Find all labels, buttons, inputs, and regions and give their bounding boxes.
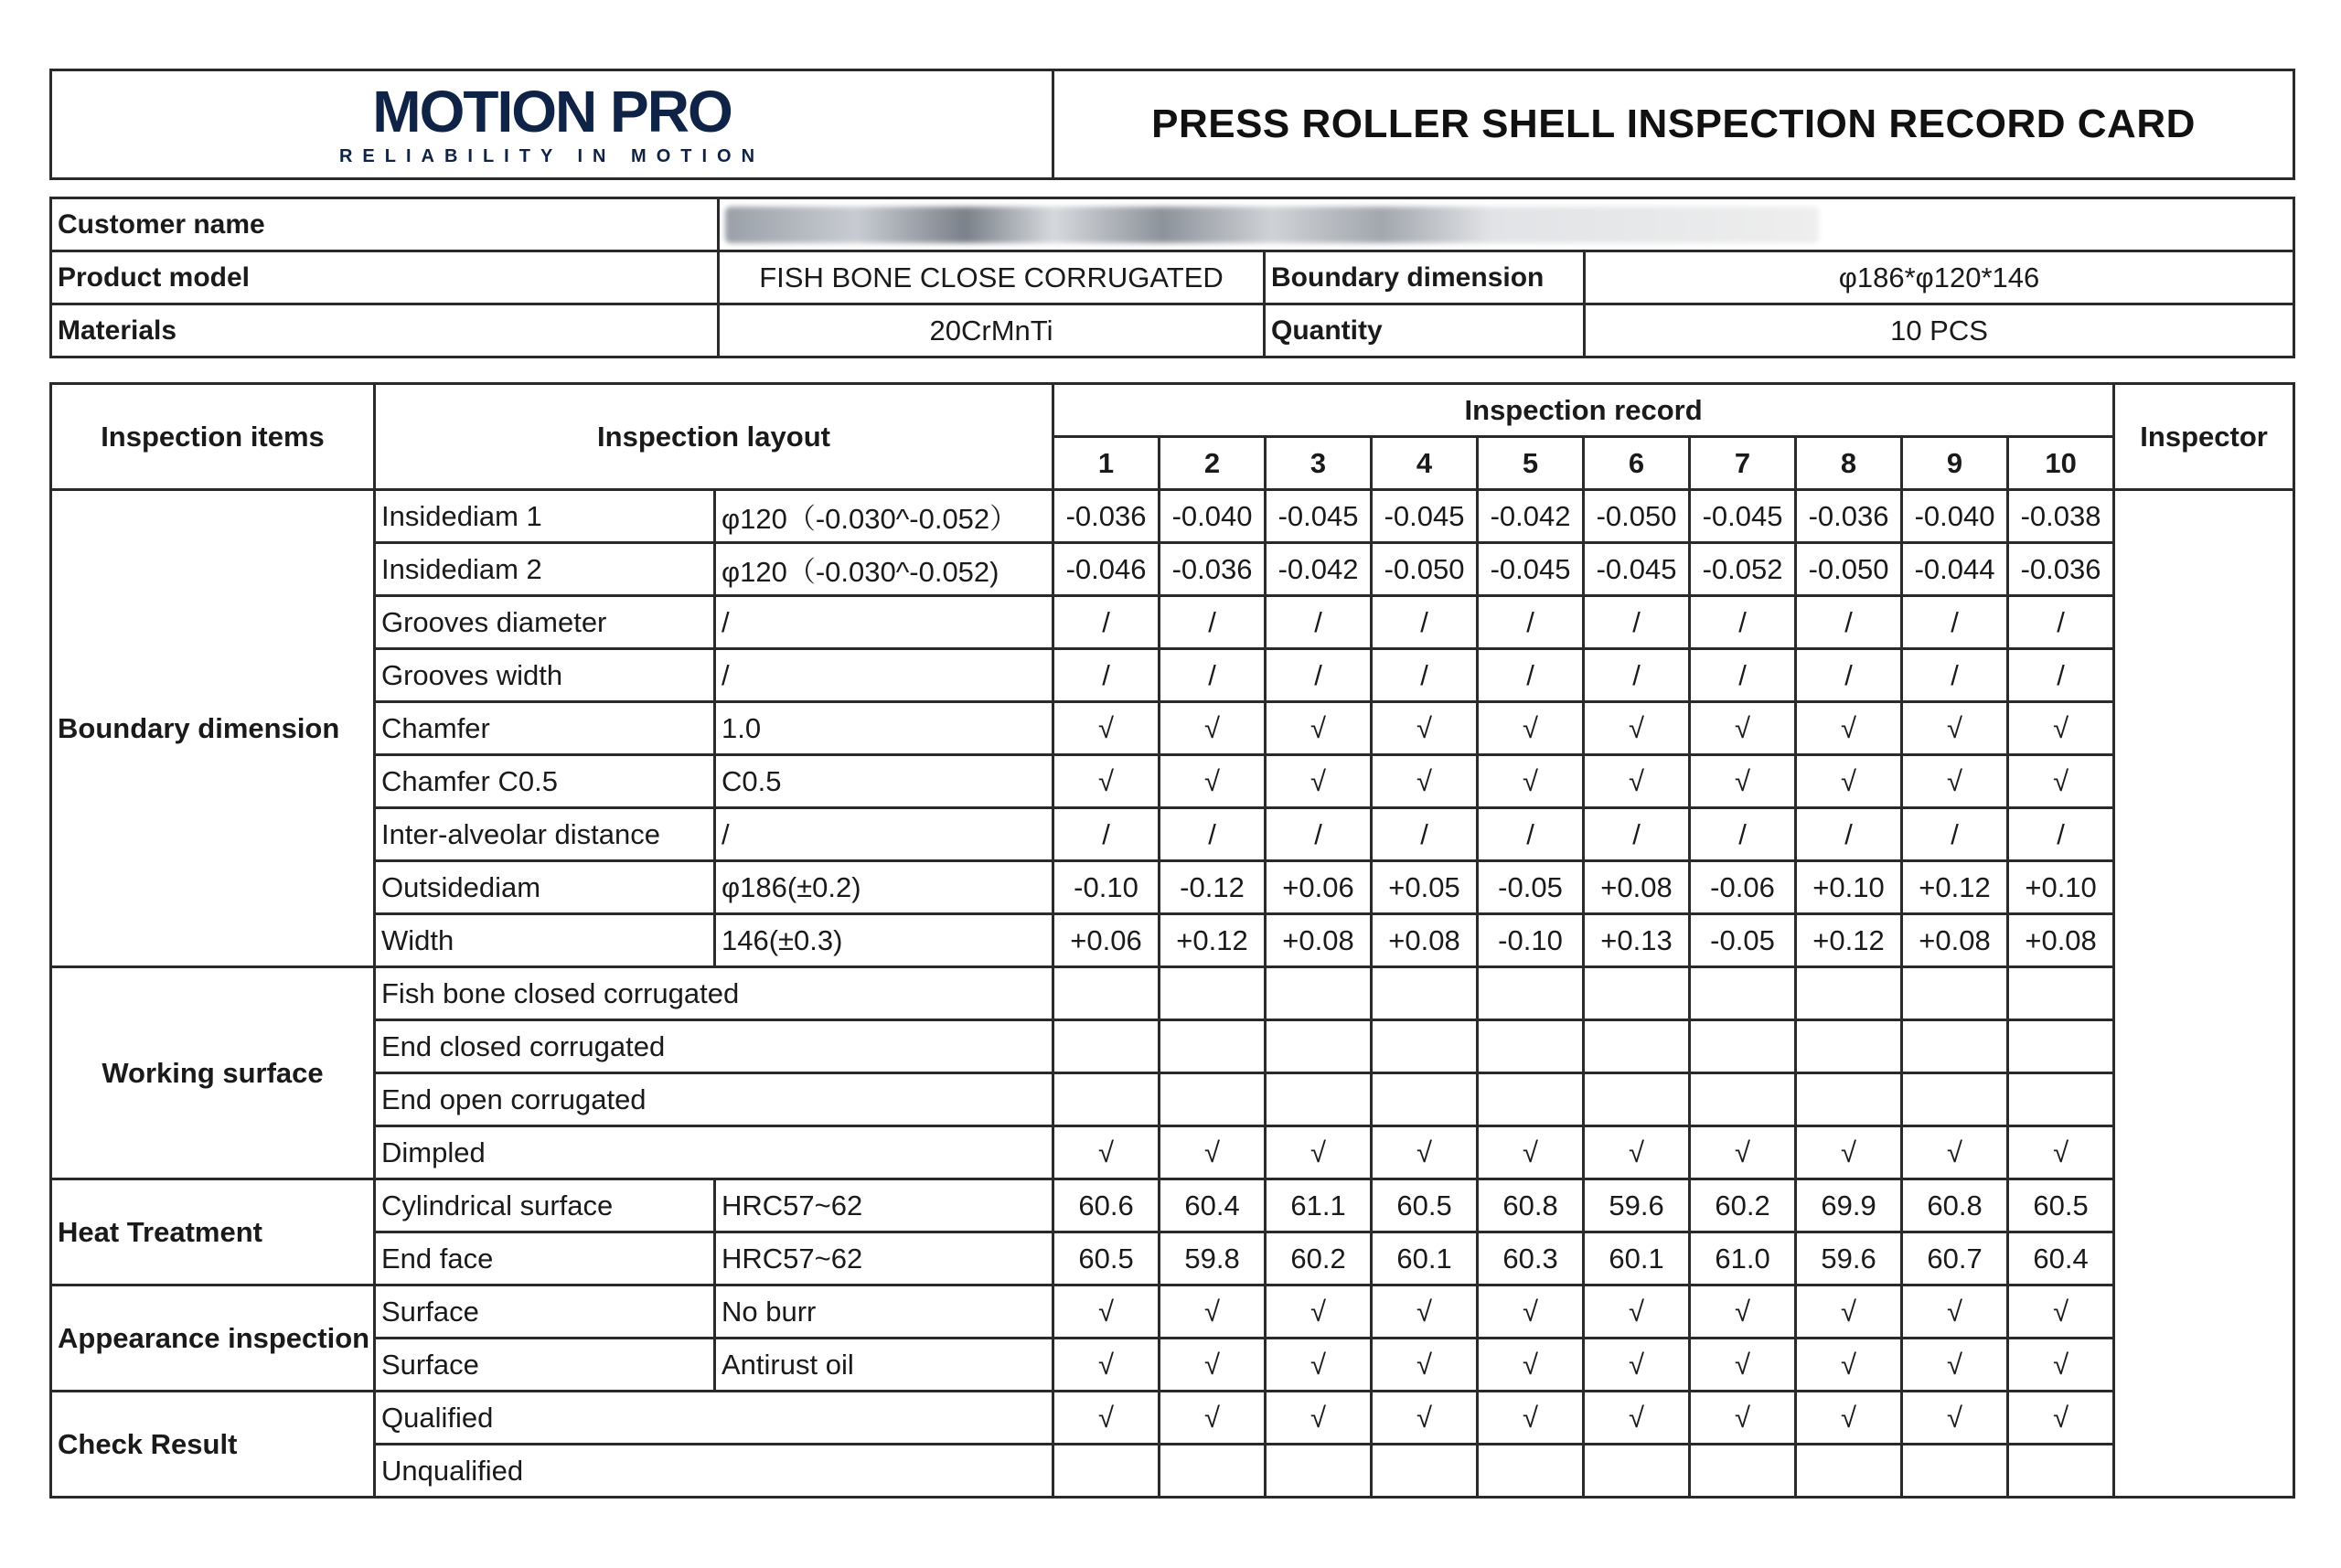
record-value: √ <box>1266 755 1372 808</box>
record-value: +0.08 <box>1902 914 2008 967</box>
inspection-spec: 146(±0.3) <box>715 914 1053 967</box>
record-value <box>1053 1073 1160 1126</box>
inspection-item: Unqualified <box>375 1445 1053 1498</box>
section-label: Check Result <box>51 1392 375 1498</box>
record-value: -0.046 <box>1053 543 1160 596</box>
inspection-table <box>49 382 2295 1499</box>
table-row <box>51 1126 2294 1179</box>
record-value <box>2008 967 2114 1020</box>
record-value <box>1266 1445 1372 1498</box>
table-row <box>51 596 2294 649</box>
record-value: √ <box>1584 1392 1690 1445</box>
table-row <box>51 1073 2294 1126</box>
record-value: / <box>1372 596 1478 649</box>
inspection-item: Grooves width <box>375 649 715 702</box>
record-value: √ <box>1053 755 1160 808</box>
record-value: √ <box>1372 1285 1478 1339</box>
record-value: 60.4 <box>1160 1179 1266 1232</box>
record-value: -0.12 <box>1160 861 1266 914</box>
record-value: / <box>1266 649 1372 702</box>
table-row <box>51 914 2294 967</box>
record-value <box>1372 1020 1478 1073</box>
inspection-item: End closed corrugated <box>375 1020 1053 1073</box>
record-value: -0.10 <box>1478 914 1584 967</box>
record-value: √ <box>1584 702 1690 755</box>
record-value <box>1902 1020 2008 1073</box>
record-value: √ <box>1796 1392 1902 1445</box>
record-value <box>1902 1073 2008 1126</box>
record-value <box>1796 967 1902 1020</box>
record-value: √ <box>1160 1285 1266 1339</box>
record-value: +0.12 <box>1902 861 2008 914</box>
record-value: √ <box>1266 1339 1372 1392</box>
record-value: / <box>1796 596 1902 649</box>
inspection-item: Chamfer <box>375 702 715 755</box>
table-row <box>51 861 2294 914</box>
record-value: 60.2 <box>1690 1179 1796 1232</box>
table-row <box>51 1445 2294 1498</box>
record-value <box>1053 967 1160 1020</box>
inspection-item: Insidediam 2 <box>375 543 715 596</box>
header-table <box>49 69 2295 180</box>
record-value: √ <box>1690 702 1796 755</box>
record-value: / <box>1584 649 1690 702</box>
record-value <box>1796 1445 1902 1498</box>
inspection-item: Inter-alveolar distance <box>375 808 715 861</box>
record-value: √ <box>1584 1126 1690 1179</box>
record-value: √ <box>1372 1392 1478 1445</box>
inspection-spec: HRC57~62 <box>715 1179 1053 1232</box>
record-value: √ <box>1690 1392 1796 1445</box>
inspection-item: End face <box>375 1232 715 1285</box>
record-column-header: 5 <box>1478 437 1584 490</box>
inspection-item: Insidediam 1 <box>375 490 715 543</box>
table-row <box>51 1179 2294 1232</box>
record-value <box>2008 1073 2114 1126</box>
record-value: +0.10 <box>2008 861 2114 914</box>
record-value <box>1160 1020 1266 1073</box>
record-value: -0.040 <box>1902 490 2008 543</box>
record-value <box>1053 1020 1160 1073</box>
record-value: 61.1 <box>1266 1179 1372 1232</box>
record-value: √ <box>1372 702 1478 755</box>
record-value: 60.1 <box>1584 1232 1690 1285</box>
table-row <box>51 967 2294 1020</box>
record-value: / <box>1372 649 1478 702</box>
record-value: √ <box>1902 1339 2008 1392</box>
record-value: √ <box>1690 1126 1796 1179</box>
record-value <box>1478 1073 1584 1126</box>
record-value: / <box>1053 649 1160 702</box>
record-value: √ <box>1478 1285 1584 1339</box>
record-column-header: 8 <box>1796 437 1902 490</box>
record-column-header: 6 <box>1584 437 1690 490</box>
record-value: √ <box>1796 1126 1902 1179</box>
record-value: √ <box>1902 1126 2008 1179</box>
record-value: -0.10 <box>1053 861 1160 914</box>
record-value: +0.08 <box>1266 914 1372 967</box>
record-value <box>1796 1073 1902 1126</box>
record-value: -0.045 <box>1266 490 1372 543</box>
record-value: √ <box>1478 1126 1584 1179</box>
record-value: 61.0 <box>1690 1232 1796 1285</box>
record-value: / <box>1690 808 1796 861</box>
record-value: √ <box>2008 755 2114 808</box>
table-row <box>51 543 2294 596</box>
record-value: √ <box>1690 1285 1796 1339</box>
record-value: √ <box>2008 1126 2114 1179</box>
record-value: -0.050 <box>1584 490 1690 543</box>
record-value <box>1584 1073 1690 1126</box>
inspection-spec: No burr <box>715 1285 1053 1339</box>
record-value: / <box>1796 649 1902 702</box>
table-row <box>51 1232 2294 1285</box>
record-value: √ <box>1796 1285 1902 1339</box>
record-value: / <box>1266 596 1372 649</box>
record-value <box>1478 1020 1584 1073</box>
record-value <box>1690 1020 1796 1073</box>
record-value: -0.040 <box>1160 490 1266 543</box>
record-value: / <box>1372 808 1478 861</box>
inspection-item: Surface <box>375 1339 715 1392</box>
record-value: √ <box>1053 1126 1160 1179</box>
record-value: √ <box>1160 1339 1266 1392</box>
inspection-spec: / <box>715 649 1053 702</box>
record-value <box>1902 1445 2008 1498</box>
inspection-record-header: Inspection record <box>1053 384 2114 437</box>
record-value <box>2008 1020 2114 1073</box>
inspector-cell <box>2114 490 2294 1498</box>
record-value: / <box>2008 808 2114 861</box>
record-value: 59.6 <box>1584 1179 1690 1232</box>
record-value: +0.06 <box>1053 914 1160 967</box>
info-table <box>49 197 2295 358</box>
record-value <box>1266 1020 1372 1073</box>
table-row <box>51 1020 2294 1073</box>
record-value: √ <box>1478 1392 1584 1445</box>
record-value: / <box>2008 596 2114 649</box>
record-value: -0.045 <box>1690 490 1796 543</box>
record-value: 60.5 <box>1372 1179 1478 1232</box>
inspection-spec: HRC57~62 <box>715 1232 1053 1285</box>
record-value: -0.036 <box>1053 490 1160 543</box>
materials-label: Materials <box>51 304 719 357</box>
record-value: √ <box>1372 755 1478 808</box>
record-column-header: 4 <box>1372 437 1478 490</box>
record-value: -0.036 <box>1796 490 1902 543</box>
inspection-record-card <box>49 69 2295 1499</box>
section-label: Appearance inspection <box>51 1285 375 1392</box>
record-value: -0.036 <box>2008 543 2114 596</box>
record-value: 60.8 <box>1478 1179 1584 1232</box>
brand-tagline: RELIABILITY IN MOTION <box>338 145 765 166</box>
boundary-dimension-value: φ186*φ120*146 <box>1585 251 2294 304</box>
materials-value: 20CrMnTi <box>719 304 1265 357</box>
record-value: -0.045 <box>1584 543 1690 596</box>
record-value: / <box>1902 649 2008 702</box>
section-label: Heat Treatment <box>51 1179 375 1285</box>
record-column-header: 10 <box>2008 437 2114 490</box>
record-value: +0.08 <box>2008 914 2114 967</box>
record-value: / <box>1160 596 1266 649</box>
inspection-layout-header: Inspection layout <box>375 384 1053 490</box>
record-value <box>1478 1445 1584 1498</box>
record-value: √ <box>2008 702 2114 755</box>
record-value: √ <box>1902 755 2008 808</box>
inspection-item: Dimpled <box>375 1126 1053 1179</box>
record-value: √ <box>1584 1339 1690 1392</box>
card-title: PRESS ROLLER SHELL INSPECTION RECORD CARD <box>1053 70 2294 179</box>
record-value <box>1266 1073 1372 1126</box>
record-value <box>1584 967 1690 1020</box>
record-column-header: 9 <box>1902 437 2008 490</box>
record-value: 60.5 <box>1053 1232 1160 1285</box>
inspection-item: Outsidediam <box>375 861 715 914</box>
inspection-item: Cylindrical surface <box>375 1179 715 1232</box>
record-value: √ <box>1690 755 1796 808</box>
record-column-header: 7 <box>1690 437 1796 490</box>
record-value: / <box>1478 808 1584 861</box>
record-value <box>2008 1445 2114 1498</box>
inspection-item: Qualified <box>375 1392 1053 1445</box>
record-value: √ <box>1160 755 1266 808</box>
record-value: √ <box>2008 1339 2114 1392</box>
record-value: 69.9 <box>1796 1179 1902 1232</box>
inspection-item: Chamfer C0.5 <box>375 755 715 808</box>
record-value <box>1266 967 1372 1020</box>
inspector-header: Inspector <box>2114 384 2294 490</box>
record-value: √ <box>1796 702 1902 755</box>
record-value: √ <box>1902 1285 2008 1339</box>
table-row <box>51 808 2294 861</box>
record-value: -0.050 <box>1796 543 1902 596</box>
record-value: -0.036 <box>1160 543 1266 596</box>
record-value: / <box>1160 808 1266 861</box>
record-value: √ <box>1372 1339 1478 1392</box>
record-value: +0.10 <box>1796 861 1902 914</box>
inspection-item: Fish bone closed corrugated <box>375 967 1053 1020</box>
customer-name-label: Customer name <box>51 198 719 251</box>
record-value: √ <box>1266 1285 1372 1339</box>
record-value: √ <box>1053 1392 1160 1445</box>
record-value: 59.8 <box>1160 1232 1266 1285</box>
record-value: √ <box>1796 1339 1902 1392</box>
record-value: √ <box>1584 755 1690 808</box>
record-value: +0.05 <box>1372 861 1478 914</box>
record-value: -0.052 <box>1690 543 1796 596</box>
inspection-spec: φ120（-0.030^-0.052） <box>715 490 1053 543</box>
record-value: √ <box>1266 1126 1372 1179</box>
record-value: √ <box>1478 755 1584 808</box>
inspection-spec: C0.5 <box>715 755 1053 808</box>
record-value: -0.042 <box>1266 543 1372 596</box>
section-label: Boundary dimension <box>51 490 375 967</box>
inspection-spec: Antirust oil <box>715 1339 1053 1392</box>
record-value: 60.2 <box>1266 1232 1372 1285</box>
record-value: +0.12 <box>1160 914 1266 967</box>
record-value: -0.045 <box>1478 543 1584 596</box>
record-value: √ <box>2008 1392 2114 1445</box>
record-value <box>1160 1445 1266 1498</box>
record-value: / <box>1478 649 1584 702</box>
record-value: -0.042 <box>1478 490 1584 543</box>
record-value: 60.4 <box>2008 1232 2114 1285</box>
record-value: √ <box>1053 1339 1160 1392</box>
table-row <box>51 1339 2294 1392</box>
record-value: / <box>1902 596 2008 649</box>
record-value: / <box>1478 596 1584 649</box>
record-value: 59.6 <box>1796 1232 1902 1285</box>
inspection-item: Width <box>375 914 715 967</box>
record-value: √ <box>1796 755 1902 808</box>
record-value: / <box>1053 808 1160 861</box>
inspection-spec: / <box>715 808 1053 861</box>
record-value: √ <box>1266 1392 1372 1445</box>
record-column-header: 3 <box>1266 437 1372 490</box>
record-value <box>1796 1020 1902 1073</box>
section-label: Working surface <box>51 967 375 1179</box>
record-value: √ <box>1372 1126 1478 1179</box>
record-value: / <box>1584 596 1690 649</box>
quantity-value: 10 PCS <box>1585 304 2294 357</box>
table-row <box>51 1392 2294 1445</box>
record-value: +0.12 <box>1796 914 1902 967</box>
record-value: -0.045 <box>1372 490 1478 543</box>
inspection-items-header: Inspection items <box>51 384 375 490</box>
record-value: √ <box>1160 1392 1266 1445</box>
record-value: / <box>1690 596 1796 649</box>
record-value: -0.038 <box>2008 490 2114 543</box>
record-value: √ <box>1053 1285 1160 1339</box>
record-value: +0.13 <box>1584 914 1690 967</box>
boundary-dimension-label: Boundary dimension <box>1265 251 1585 304</box>
record-value: +0.08 <box>1584 861 1690 914</box>
record-value: √ <box>1584 1285 1690 1339</box>
record-value: √ <box>1053 702 1160 755</box>
record-column-header: 1 <box>1053 437 1160 490</box>
record-value <box>1902 967 2008 1020</box>
record-value <box>1690 1073 1796 1126</box>
record-value: / <box>1584 808 1690 861</box>
record-value: / <box>1053 596 1160 649</box>
record-value <box>1160 967 1266 1020</box>
record-value: 60.3 <box>1478 1232 1584 1285</box>
record-value: -0.05 <box>1690 914 1796 967</box>
record-value: √ <box>1902 1392 2008 1445</box>
record-value: 60.1 <box>1372 1232 1478 1285</box>
inspection-spec: φ120（-0.030^-0.052) <box>715 543 1053 596</box>
record-value: √ <box>1160 702 1266 755</box>
record-value: 60.8 <box>1902 1179 2008 1232</box>
inspection-spec: 1.0 <box>715 702 1053 755</box>
brand-name: MOTION PRO <box>372 78 732 144</box>
record-value: √ <box>1478 702 1584 755</box>
record-value: / <box>1690 649 1796 702</box>
record-value: √ <box>1160 1126 1266 1179</box>
record-value: +0.08 <box>1372 914 1478 967</box>
record-value <box>1053 1445 1160 1498</box>
brand-logo <box>51 70 1053 179</box>
inspection-item: End open corrugated <box>375 1073 1053 1126</box>
inspection-item: Grooves diameter <box>375 596 715 649</box>
customer-name-redacted <box>719 198 2294 251</box>
record-value: -0.05 <box>1478 861 1584 914</box>
record-value: √ <box>1266 702 1372 755</box>
record-value <box>1372 1073 1478 1126</box>
record-value <box>1478 967 1584 1020</box>
record-value: / <box>1266 808 1372 861</box>
record-value: +0.06 <box>1266 861 1372 914</box>
record-value <box>1584 1020 1690 1073</box>
table-row <box>51 1285 2294 1339</box>
record-value: 60.6 <box>1053 1179 1160 1232</box>
inspection-item: Surface <box>375 1285 715 1339</box>
record-value <box>1690 1445 1796 1498</box>
record-value: √ <box>1690 1339 1796 1392</box>
record-value <box>1160 1073 1266 1126</box>
record-value: 60.5 <box>2008 1179 2114 1232</box>
record-value: / <box>1902 808 2008 861</box>
product-model-value: FISH BONE CLOSE CORRUGATED <box>719 251 1265 304</box>
record-value <box>1584 1445 1690 1498</box>
table-row <box>51 490 2294 543</box>
redaction-blur <box>725 207 1819 243</box>
record-value <box>1372 1445 1478 1498</box>
record-value: / <box>2008 649 2114 702</box>
table-row <box>51 702 2294 755</box>
record-value: -0.044 <box>1902 543 2008 596</box>
table-row <box>51 755 2294 808</box>
record-column-header: 2 <box>1160 437 1266 490</box>
record-value: √ <box>2008 1285 2114 1339</box>
record-value: / <box>1160 649 1266 702</box>
table-row <box>51 649 2294 702</box>
record-value <box>1690 967 1796 1020</box>
record-value: 60.7 <box>1902 1232 2008 1285</box>
inspection-spec: / <box>715 596 1053 649</box>
record-value: / <box>1796 808 1902 861</box>
record-value <box>1372 967 1478 1020</box>
record-value: √ <box>1478 1339 1584 1392</box>
record-value: -0.06 <box>1690 861 1796 914</box>
record-value: -0.050 <box>1372 543 1478 596</box>
record-value: √ <box>1902 702 2008 755</box>
inspection-spec: φ186(±0.2) <box>715 861 1053 914</box>
product-model-label: Product model <box>51 251 719 304</box>
quantity-label: Quantity <box>1265 304 1585 357</box>
